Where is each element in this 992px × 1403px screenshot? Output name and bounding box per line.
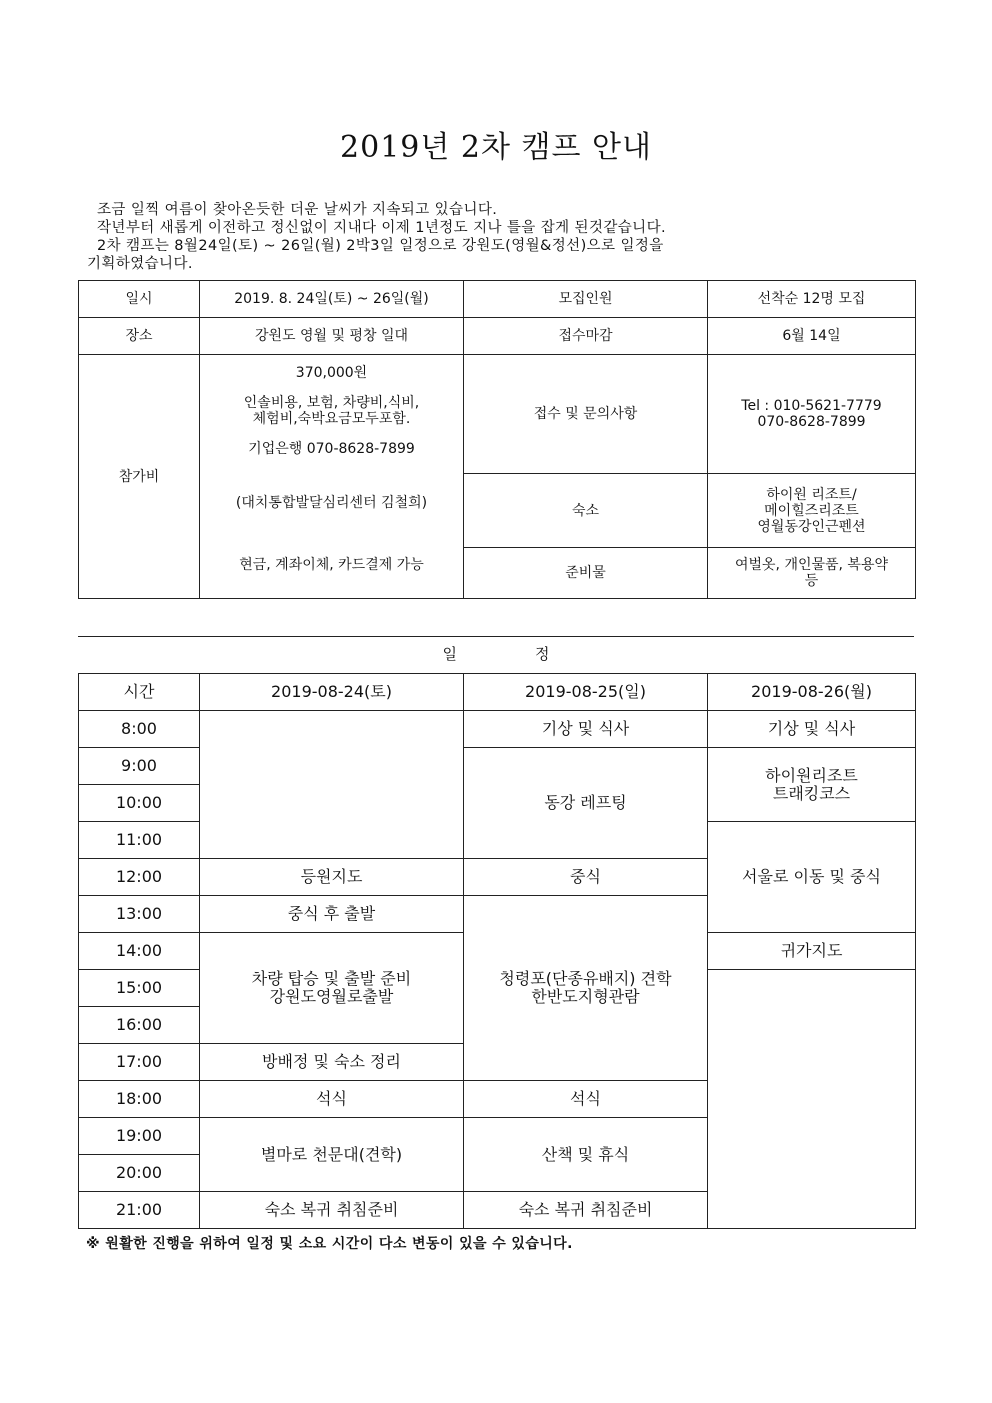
day1-activity: 등원지도 (200, 859, 464, 896)
time-cell: 20:00 (79, 1155, 200, 1192)
fee-bank-account: 기업은행 070-8628-7899 (248, 441, 415, 457)
fee-includes: 체험비,숙박요금모두포함. (252, 411, 411, 427)
prep-value (708, 548, 916, 599)
intro-paragraph (87, 201, 907, 273)
day1-activity: 별마로 천문대(견학) (200, 1118, 464, 1192)
recruit-label: 모집인원 (464, 281, 708, 318)
header-day1: 2019-08-24(토) (200, 674, 464, 711)
inquiry-contact (708, 355, 916, 474)
inquiry-tel: 070-8628-7899 (757, 414, 866, 430)
page-title: 2019년 2차 캠프 안내 (340, 130, 652, 165)
day3-activity: 귀가지도 (708, 933, 916, 970)
deadline-value: 6월 14일 (708, 318, 916, 355)
time-cell: 15:00 (79, 970, 200, 1007)
time-cell: 14:00 (79, 933, 200, 970)
deadline-label: 접수마감 (464, 318, 708, 355)
lodging-label: 숙소 (464, 474, 708, 548)
day3-empty (708, 970, 916, 1229)
activity-line: 트래킹코스 (772, 783, 851, 803)
place-label: 장소 (79, 318, 200, 355)
header-time: 시간 (79, 674, 200, 711)
fee-amount: 370,000원 (295, 365, 368, 381)
activity-line: 차량 탑승 및 출발 준비 (251, 969, 412, 988)
header-day3: 2019-08-26(월) (708, 674, 916, 711)
time-cell: 16:00 (79, 1007, 200, 1044)
info-row (79, 355, 916, 474)
footnote: ※ 원활한 진행을 위하여 일정 및 소요 시간이 다소 변동이 있을 수 있습니다. (86, 1236, 573, 1252)
day2-activity: 석식 (464, 1081, 708, 1118)
lodging-line: 메이힐즈리조트 (764, 502, 859, 519)
info-row (79, 281, 916, 318)
time-cell: 19:00 (79, 1118, 200, 1155)
fee-account-holder: (대치통합발달심리센터 김철희) (235, 495, 428, 511)
day1-activity: 중식 후 출발 (200, 896, 464, 933)
time-cell: 8:00 (79, 711, 200, 748)
fee-includes: 인솔비용, 보험, 차량비,식비, (243, 395, 420, 411)
fee-payment-methods: 현금, 계좌이체, 카드결제 가능 (239, 557, 424, 573)
date-label: 일시 (79, 281, 200, 318)
intro-line: 기획하였습니다. (87, 256, 193, 272)
time-cell: 13:00 (79, 896, 200, 933)
day1-activity: 숙소 복귀 취침준비 (200, 1192, 464, 1229)
section-divider (78, 636, 914, 637)
day2-activity: 동강 레프팅 (464, 748, 708, 859)
prep-line: 여벌옷, 개인물품, 복용약 (734, 557, 889, 573)
recruit-value: 선착순 12명 모집 (708, 281, 916, 318)
activity-line: 한반도지형관람 (531, 987, 640, 1006)
time-cell: 17:00 (79, 1044, 200, 1081)
header-day2: 2019-08-25(일) (464, 674, 708, 711)
lodging-line: 하이원 리조트/ (766, 486, 857, 503)
time-cell: 12:00 (79, 859, 200, 896)
prep-label: 준비물 (464, 548, 708, 599)
prep-line: 등 (804, 573, 819, 589)
intro-line: 2차 캠프는 8월24일(토) ~ 26일(월) 2박3일 일정으로 강원도(영월&정선)으로 일정을 (87, 238, 664, 254)
lodging-value (708, 474, 916, 548)
time-cell: 21:00 (79, 1192, 200, 1229)
day1-activity: 방배정 및 숙소 정리 (200, 1044, 464, 1081)
intro-line: 작년부터 새롭게 이전하고 정신없이 지내다 이제 1년정도 지나 틀을 잡게 된것같습니다. (87, 220, 666, 236)
info-table (78, 280, 916, 599)
time-cell: 10:00 (79, 785, 200, 822)
schedule-row (79, 711, 916, 748)
place-value: 강원도 영월 및 평창 일대 (200, 318, 464, 355)
day2-activity: 산책 및 휴식 (464, 1118, 708, 1192)
day2-activity: 기상 및 식사 (464, 711, 708, 748)
day1-activity (200, 933, 464, 1044)
day1-empty (200, 711, 464, 859)
fee-label: 참가비 (79, 355, 200, 599)
day3-activity (708, 748, 916, 822)
schedule-table (78, 673, 916, 1229)
intro-line: 조금 일찍 여름이 찾아온듯한 더운 날씨가 지속되고 있습니다. (87, 202, 498, 218)
activity-line: 하이원리조트 (765, 765, 858, 785)
inquiry-tel: Tel : 010-5621-7779 (741, 398, 882, 414)
activity-line: 청령포(단종유배지) 견학 (499, 969, 672, 988)
day2-activity: 숙소 복귀 취침준비 (464, 1192, 708, 1229)
fee-details (200, 355, 464, 599)
date-value: 2019. 8. 24일(토) ~ 26일(월) (200, 281, 464, 318)
schedule-header-row (79, 674, 916, 711)
time-cell: 9:00 (79, 748, 200, 785)
inquiry-label: 접수 및 문의사항 (464, 355, 708, 474)
lodging-line: 영월동강인근펜션 (757, 518, 866, 535)
day3-activity: 서울로 이동 및 중식 (708, 822, 916, 933)
info-row (79, 318, 916, 355)
time-cell: 18:00 (79, 1081, 200, 1118)
day3-activity: 기상 및 식사 (708, 711, 916, 748)
time-cell: 11:00 (79, 822, 200, 859)
day2-activity (464, 896, 708, 1081)
schedule-heading: 일정 (442, 645, 628, 663)
day2-activity: 중식 (464, 859, 708, 896)
activity-line: 강원도영월로출발 (269, 987, 394, 1006)
day1-activity: 석식 (200, 1081, 464, 1118)
